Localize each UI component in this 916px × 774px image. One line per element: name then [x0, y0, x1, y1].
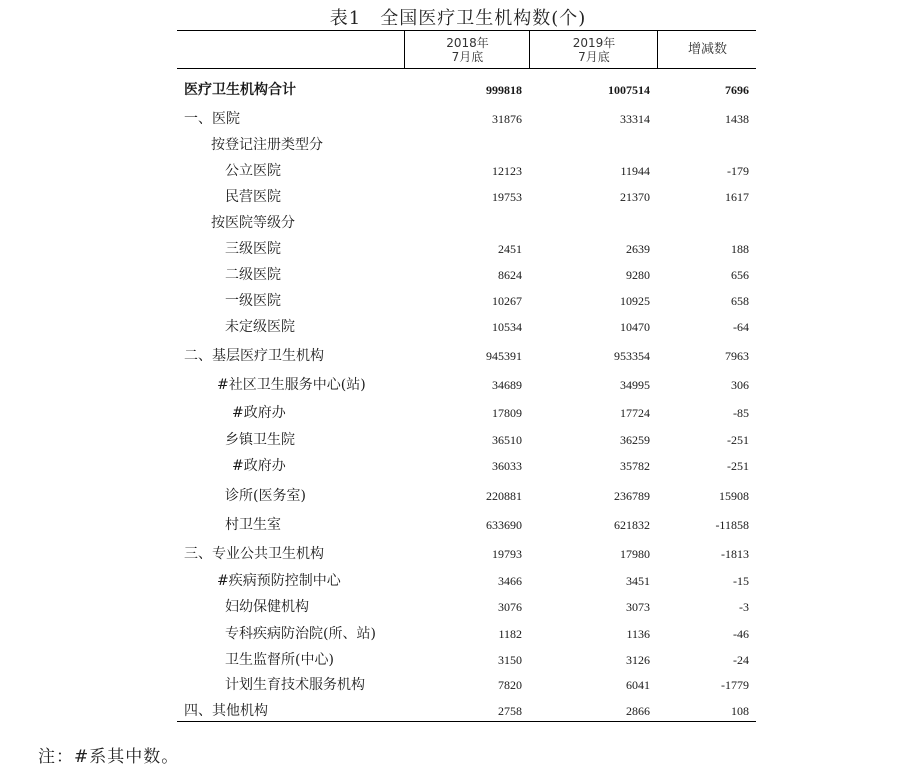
row-label: 四、其他机构 — [184, 703, 268, 719]
value-change: -179 — [727, 164, 749, 178]
table-body — [177, 69, 756, 722]
value-2018: 3150 — [498, 653, 522, 667]
value-change: 7696 — [725, 83, 749, 97]
row-label: 公立医院 — [225, 163, 281, 179]
row-label: 按登记注册类型分 — [211, 137, 323, 153]
header-2018 — [404, 31, 530, 68]
value-2019: 1136 — [626, 627, 650, 641]
value-2018: 36033 — [492, 459, 522, 473]
table-title: 表1 全国医疗卫生机构数(个) — [329, 8, 587, 29]
value-2018: 633690 — [486, 518, 522, 532]
value-change: -24 — [733, 653, 749, 667]
value-2018: 7820 — [498, 678, 522, 692]
header-change — [657, 31, 757, 68]
value-change: 15908 — [719, 489, 749, 503]
value-2018: 2451 — [498, 242, 522, 256]
value-change: 108 — [731, 704, 749, 718]
value-2018: 3466 — [498, 574, 522, 588]
value-2018: 10267 — [492, 294, 522, 308]
table-row — [177, 345, 756, 367]
row-label: 医疗卫生机构合计 — [184, 82, 296, 98]
value-2019: 953354 — [614, 349, 650, 363]
value-change: -46 — [733, 627, 749, 641]
row-label: 未定级医院 — [225, 319, 295, 335]
data-table — [177, 30, 756, 722]
table-row — [177, 623, 756, 645]
value-2018: 10534 — [492, 320, 522, 334]
value-2019: 2866 — [626, 704, 650, 718]
value-change: -64 — [733, 320, 749, 334]
value-change: -1813 — [721, 547, 749, 561]
value-2018: 12123 — [492, 164, 522, 178]
value-2018: 1182 — [498, 627, 522, 641]
value-change: 7963 — [725, 349, 749, 363]
value-2018: 19753 — [492, 190, 522, 204]
value-2019: 1007514 — [608, 83, 650, 97]
table-row — [177, 212, 756, 234]
value-change: -251 — [727, 459, 749, 473]
row-label: 诊所(医务室) — [225, 488, 306, 504]
header-2019 — [529, 31, 658, 68]
table-row — [177, 429, 756, 451]
value-2019: 33314 — [620, 112, 650, 126]
table-row — [177, 160, 756, 182]
value-2019: 17980 — [620, 547, 650, 561]
table-footnote: 注：#系其中数。 — [38, 747, 180, 767]
value-change: -15 — [733, 574, 749, 588]
row-label: 计划生育技术服务机构 — [225, 677, 365, 693]
table-row — [177, 290, 756, 312]
value-change: 1617 — [725, 190, 749, 204]
value-change: 1438 — [725, 112, 749, 126]
value-change: -1779 — [721, 678, 749, 692]
row-label: 二、基层医疗卫生机构 — [184, 348, 324, 364]
table-row — [177, 79, 756, 101]
value-2018: 34689 — [492, 378, 522, 392]
value-2018: 17809 — [492, 406, 522, 420]
table-row — [177, 700, 756, 722]
header-change-label: 增减数 — [687, 41, 727, 57]
table-row — [177, 649, 756, 671]
value-change: 658 — [731, 294, 749, 308]
value-2018: 3076 — [498, 600, 522, 614]
value-2019: 236789 — [614, 489, 650, 503]
table-row — [177, 134, 756, 156]
row-label: #疾病预防控制中心 — [217, 573, 341, 589]
row-label: 按医院等级分 — [211, 215, 295, 231]
value-change: -3 — [739, 600, 749, 614]
value-change: -251 — [727, 433, 749, 447]
value-2019: 10470 — [620, 320, 650, 334]
value-2019: 3451 — [626, 574, 650, 588]
value-2019: 2639 — [626, 242, 650, 256]
row-label: #政府办 — [232, 405, 286, 421]
row-label: 三、专业公共卫生机构 — [184, 546, 324, 562]
row-label: 妇幼保健机构 — [225, 599, 309, 615]
value-2018: 2758 — [498, 704, 522, 718]
value-change: -85 — [733, 406, 749, 420]
table-row — [177, 108, 756, 130]
table-row — [177, 238, 756, 260]
value-2018: 36510 — [492, 433, 522, 447]
table-row — [177, 455, 756, 477]
value-2019: 10925 — [620, 294, 650, 308]
header-2018-year: 2018年 — [446, 35, 489, 50]
header-2018-month: 7月底 — [451, 49, 484, 64]
table-row — [177, 570, 756, 592]
row-label: 村卫生室 — [225, 517, 281, 533]
table-row — [177, 674, 756, 696]
table-row — [177, 514, 756, 536]
row-label: 卫生监督所(中心) — [225, 652, 334, 668]
value-2019: 35782 — [620, 459, 650, 473]
value-2018: 19793 — [492, 547, 522, 561]
table-row — [177, 485, 756, 507]
row-label: 专科疾病防治院(所、站) — [225, 626, 376, 642]
value-2019: 3126 — [626, 653, 650, 667]
value-2018: 220881 — [486, 489, 522, 503]
header-2019-month: 7月底 — [578, 49, 610, 64]
value-2018: 999818 — [486, 83, 522, 97]
row-label: #政府办 — [232, 458, 286, 474]
value-2019: 21370 — [620, 190, 650, 204]
value-2018: 31876 — [492, 112, 522, 126]
row-label: 三级医院 — [225, 241, 281, 257]
table-header — [177, 30, 756, 69]
table-row — [177, 596, 756, 618]
table-row — [177, 264, 756, 286]
row-label: 乡镇卫生院 — [225, 432, 295, 448]
header-2019-year: 2019年 — [572, 35, 616, 50]
value-2019: 3073 — [626, 600, 650, 614]
value-2019: 9280 — [626, 268, 650, 282]
row-label: 民营医院 — [225, 189, 281, 205]
value-2019: 17724 — [620, 406, 650, 420]
value-2019: 11944 — [620, 164, 650, 178]
value-2018: 8624 — [498, 268, 522, 282]
value-2019: 621832 — [614, 518, 650, 532]
row-label: 一、医院 — [184, 111, 240, 127]
table-row — [177, 374, 756, 396]
value-change: 656 — [731, 268, 749, 282]
table-row — [177, 186, 756, 208]
table-row — [177, 316, 756, 338]
value-2019: 36259 — [620, 433, 650, 447]
row-label: 一级医院 — [225, 293, 281, 309]
value-2018: 945391 — [486, 349, 522, 363]
table-row — [177, 543, 756, 565]
value-2019: 6041 — [626, 678, 650, 692]
row-label: 二级医院 — [225, 267, 281, 283]
value-change: -11858 — [715, 518, 749, 532]
value-change: 306 — [731, 378, 749, 392]
row-label: #社区卫生服务中心(站) — [217, 377, 366, 393]
value-change: 188 — [731, 242, 749, 256]
table-row — [177, 402, 756, 424]
value-2019: 34995 — [620, 378, 650, 392]
